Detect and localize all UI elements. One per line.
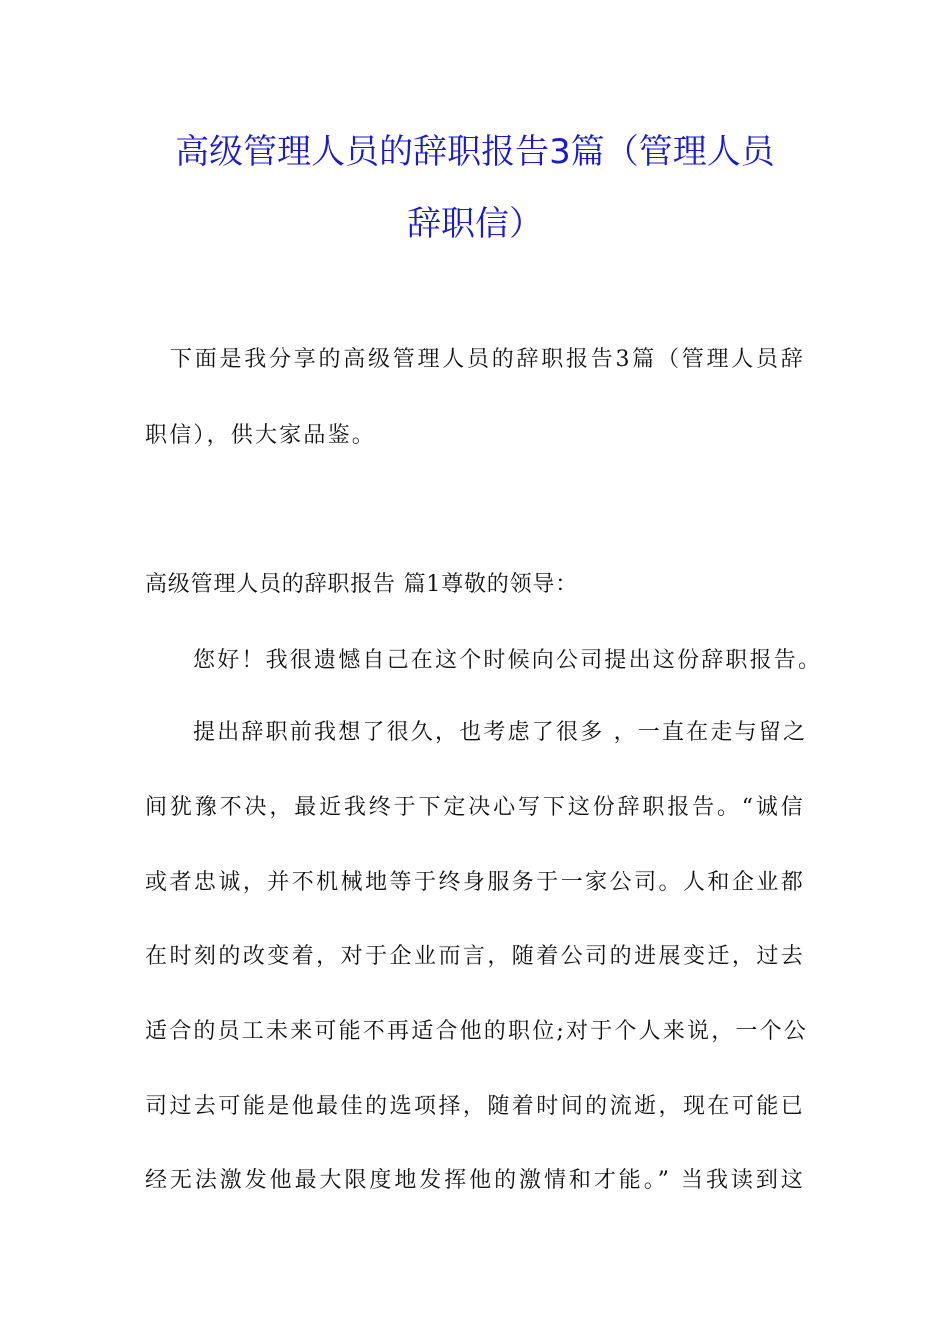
intro-line-2: 职信），供大家品鉴。 <box>145 423 377 448</box>
paragraph-line: 适合的员工未来可能不再适合他的职位;对于个人来说，一个公 <box>145 1019 809 1044</box>
document-title-line-2: 辞职信） <box>407 204 543 244</box>
paragraph-line: 间犹豫不决，最近我终于下定决心写下这份辞职报告。“诚信 <box>145 795 805 820</box>
paragraph-line: 或者忠诚，并不机械地等于终身服务于一家公司。人和企业都 <box>145 870 805 895</box>
paragraph-line: 您好！我很遗憾自己在这个时候向公司提出这份辞职报告。 <box>193 648 823 673</box>
paragraph-line: 提出辞职前我想了很久，也考虑了很多 ，一直在走与留之 <box>193 720 808 745</box>
section-heading: 高级管理人员的辞职报告 篇1尊敬的领导： <box>145 572 578 597</box>
paragraph-line: 经无法激发他最大限度地发挥他的激情和才能。” 当我读到这 <box>145 1168 805 1193</box>
intro-line-1: 下面是我分享的高级管理人员的辞职报告3篇（管理人员辞 <box>170 347 805 372</box>
document-title-line-1: 高级管理人员的辞职报告3篇（管理人员 <box>175 132 775 172</box>
paragraph-line: 司过去可能是他最佳的选项择，随着时间的流逝，现在可能已 <box>145 1094 805 1119</box>
paragraph-line: 在时刻的改变着，对于企业而言，随着公司的进展变迁，过去 <box>145 944 805 969</box>
